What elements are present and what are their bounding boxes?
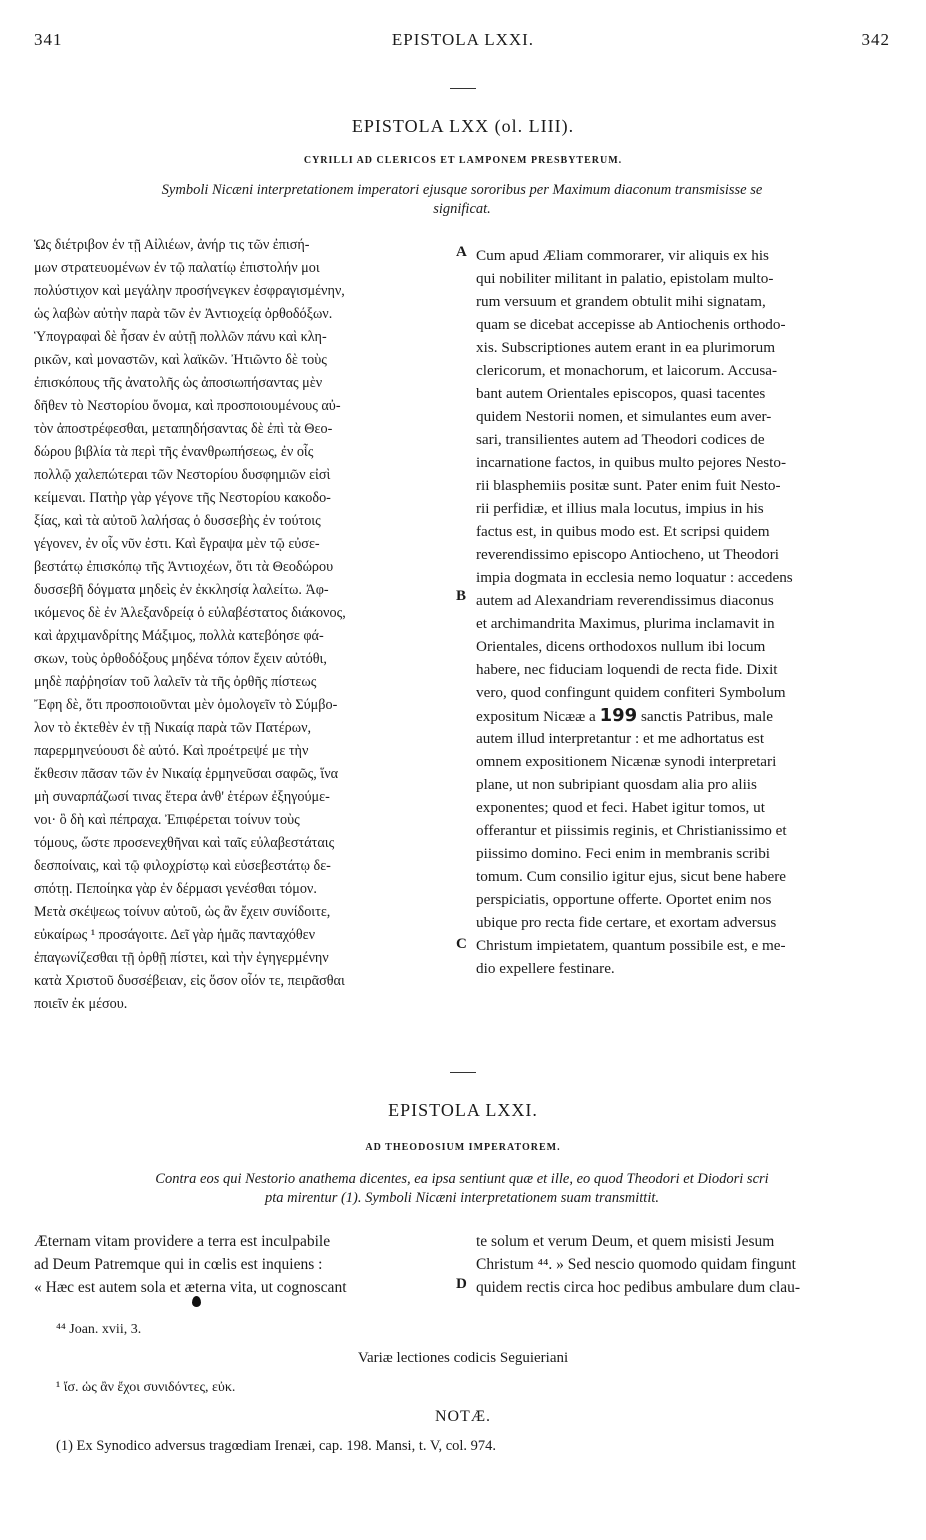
latin-column [476, 244, 892, 980]
greek-line: ἐπαγωνίζεσθαι τῇ ὀρθῇ πίστει, καὶ τὴν ἐγηγερμένην [34, 950, 329, 966]
greek-line: ικόμενος δὲ ἐν Ἀλεξανδρείᾳ ὁ εὐλαβέστατος διάκονος, [34, 605, 346, 621]
latin-line: piissimo domino. Feci enim in membranis scribi [476, 845, 771, 862]
greek-line: γέγονεν, ἐν οἷς νῦν ἐστι. Καὶ ἔγραψα μὲν τῷ εὐσε- [34, 536, 320, 552]
epistle-71-line: te solum et verum Deum, et quem misisti Jesum [476, 1233, 775, 1250]
greek-line: εὐκαίρως ¹ προσάγοιτε. Δεῖ γὰρ ἡμᾶς πανταχόθεν [34, 927, 315, 943]
epistle-70-summary [36, 181, 888, 219]
summary-line: significat. [433, 201, 491, 217]
epistle-71-line: Christum ⁴⁴. » Sed nescio quomodo quidam fingunt [476, 1256, 796, 1273]
greek-line: δεσποίναις, καὶ τῷ φιλοχρίστῳ καὶ εὐσεβεστάτῳ δε- [34, 858, 331, 874]
greek-line: ξίας, καὶ τὰ αὐτοῦ λαλήσας ὁ δυσσεβὴς ἐν τούτοις [34, 513, 321, 529]
latin-line: xis. Subscriptiones autem erant in ea plurimorum [476, 339, 776, 356]
summary-line: Contra eos qui Nestorio anathema dicentes, ea ipsa sentiunt quæ et ille, eo quod Theodori et Diodori scri [155, 1171, 769, 1187]
greek-line: σπότῃ. Πεποίηκα γὰρ ἐν δέρμασι γενέσθαι τόμον. [34, 881, 317, 897]
greek-line: λον τὸ ἐκτεθὲν ἐν τῇ Νικαίᾳ παρὰ τῶν Πατέρων, [34, 720, 312, 736]
notae-note: (1) Ex Synodico adversus tragœdiam Irenæi, cap. 198. Mansi, t. V, col. 974. [56, 1438, 497, 1454]
latin-line: quam se dicebat accepisse ab Antiochenis orthodo- [476, 316, 786, 333]
epistle-71-title: EPISTOLA LXXI. [388, 1100, 538, 1120]
latin-line: incarnatione factos, in quibus multo pejores Nesto- [476, 454, 787, 471]
summary-line: pta mirentur (1). Symboli Nicæni interpretationem suam transmittit. [264, 1190, 660, 1206]
latin-line: bant autem Orientales episcopos, quasi tacentes [476, 385, 766, 402]
greek-line: κείμεναι. Πατὴρ γὰρ γέγονε τῆς Νεστορίου κακοδο- [34, 490, 331, 506]
greek-line: σκων, τοὺς ὀρθοδόξους μηδένα τόπον ἔχειν αὐτόθι, [34, 651, 327, 667]
latin-line: plane, ut non subripiant quosdam alia pro aliis [476, 776, 757, 793]
greek-line: δῆθεν τὸ Νεστορίου ὄνομα, καὶ προσποιουμένους αὐ- [34, 398, 341, 414]
greek-line: Ἔφη δὲ, ὅτι προσποιοῦνται μὲν ὁμολογεῖν τὸ Σύμβο- [34, 697, 338, 713]
margin-marker-a: A [456, 244, 467, 260]
latin-line: et archimandrita Maximus, plurima inclamavit in [476, 615, 775, 632]
greek-line: δώρου βιβλία τὰ περὶ τῆς ἐνανθρωπήσεως, ἐν οἷς [34, 444, 314, 460]
latin-line: rii blasphemiis positæ sunt. Pater enim fuit Nesto- [476, 477, 781, 494]
greek-line: ρικῶν, καὶ μοναστῶν, καὶ λαϊκῶν. Ἠτιῶντο δὲ τοὺς [34, 352, 327, 368]
greek-line: βεστάτῳ ἐπισκόπῳ τῆς Ἀντιοχέων, ὅτι τὰ Θεοδώρου [34, 559, 334, 575]
epistle-71-line: Æternam vitam providere a terra est inculpabile [34, 1233, 331, 1250]
greek-line: τὸν ἀποστρέφεσθαι, μεταπηδήσαντας δὲ ἐπὶ τὰ Θεο- [34, 421, 333, 437]
variae-note: ¹ ἴσ. ὡς ἂν ἔχοι συνιδόντες, εὐκ. [56, 1380, 236, 1395]
latin-line: rum versuum et grandem obtulit mihi signatam, [476, 293, 766, 310]
greek-line: κατὰ Χριστοῦ δυσσέβειαν, εἰς ὅσον οἷόν τε, πειρᾶσθαι [34, 973, 345, 989]
ink-blot [192, 1296, 201, 1307]
greek-line: πολύστιχον καὶ μεγάλην προσήνεγκεν ἐσφραγισμένην, [34, 283, 345, 299]
greek-line: τόμους, ὥστε προσενεχθῆναι καὶ ταῖς εὐλαβεστάταις [34, 835, 335, 851]
greek-line: ἔκθεσιν πᾶσαν τῶν ἐν Νικαίᾳ ἑρμηνεῦσαι σαφῶς, ἵνα [34, 766, 339, 782]
latin-line: autem illud interpretantur : et me adhortatus est [476, 730, 765, 747]
latin-line-199 [476, 704, 892, 727]
greek-line: Ὑπογραφαὶ δὲ ἦσαν ἐν αὐτῇ πολλῶν πάνυ καὶ κλη- [34, 329, 327, 345]
greek-line: ἐπισκόπους τῆς ἀνατολῆς ὡς ἀποσιωπήσαντας μὲν [34, 375, 323, 391]
latin-line: qui nobiliter militant in palatio, epistolam multo- [476, 270, 774, 287]
summary-line: Symboli Nicæni interpretationem imperatori ejusque sororibus per Maximum diaconum transmisisse se [161, 182, 763, 198]
latin-line: exponentes; quod et feci. Habet igitur tomos, ut [476, 799, 765, 816]
epistle-70-subtitle: CYRILLI AD CLERICOS ET LAMPONEM PRESBYTERUM. [303, 155, 623, 166]
latin-line: Orientales, dicens orthodoxos nullum ibi locum [476, 638, 766, 655]
greek-line: Μετὰ σκέψεως τοίνυν αὐτοῦ, ὡς ἂν ἔχειν συνίδοιτε, [34, 904, 331, 920]
latin-lines-top [476, 244, 892, 704]
marginal-number: 199 [599, 705, 638, 726]
greek-line: Ὡς διέτριβον ἐν τῇ Αἰλιέων, ἀνήρ τις τῶν ἐπισή- [34, 237, 310, 253]
greek-line: μὴ συναρπάζωσί τινας ἕτερα ἀνθ' ἑτέρων ἐξηγούμε- [34, 789, 330, 805]
latin-text: sanctis Patribus, male [640, 708, 774, 725]
page-number-right: 342 [861, 30, 890, 49]
latin-line: omnem expositionem Nicænæ synodi interpretari [476, 753, 777, 770]
epistle-71-line: ad Deum Patremque qui in cœlis est inquiens : [34, 1256, 323, 1273]
latin-line: reverendissimo episcopo Antiocheno, ut Theodori [476, 546, 779, 563]
latin-line: impia dogmata in ecclesia nemo loquatur : accedens [476, 569, 793, 586]
epistle-71-right-column [476, 1230, 892, 1299]
latin-line: rii perfidiæ, et illius mala locutus, impius in his [476, 500, 764, 517]
scripture-reference: ⁴⁴ Joan. xvii, 3. [56, 1322, 142, 1337]
latin-line: Christum impietatem, quantum possibile est, e me- [476, 937, 786, 954]
latin-line: ubique pro recta fide certare, et exortam adversus [476, 914, 777, 931]
latin-line: vero, quod confingunt quidem confiteri Symbolum [476, 684, 786, 701]
divider [450, 88, 476, 89]
greek-line: ποιεῖν ἐκ μέσου. [34, 996, 128, 1012]
latin-line: perspiciatis, opportune offerte. Oportet enim nos [476, 891, 772, 908]
greek-line: νοι· ὃ δὴ καὶ πέπραχα. Ἐπιφέρεται τοίνυν τοὺς [34, 812, 300, 828]
page-number-left: 341 [34, 30, 63, 49]
greek-line: παρερμηνεύουσι δὲ αὐτό. Καὶ προέτρεψέ με τὴν [34, 743, 309, 759]
latin-line: habere, nec fiduciam loquendi de recta fide. Dixit [476, 661, 778, 678]
epistle-71-summary [36, 1170, 888, 1208]
running-title: EPISTOLA LXXI. [391, 30, 535, 49]
variae-title: Variæ lectiones codicis Seguieriani [357, 1350, 569, 1366]
latin-line: sari, transilientes autem ad Theodori codices de [476, 431, 765, 448]
latin-line: clericorum, et monachorum, et laicorum. Accusa- [476, 362, 778, 379]
greek-column [34, 234, 454, 1016]
latin-line: factus est, in quibus modo est. Et scripsi quidem [476, 523, 770, 540]
divider [450, 1072, 476, 1073]
notae-title: NOTÆ. [434, 1408, 492, 1425]
greek-line: μων στρατευομένων ἐν τῷ παλατίῳ ἐπιστολήν μοι [34, 260, 320, 276]
latin-line: dio expellere festinare. [476, 960, 615, 977]
greek-line: δυσσεβῆ δόγματα μηδεὶς ἐν ἐκκλησίᾳ λαλείτω. Ἀφ- [34, 582, 329, 598]
margin-marker-d: D [456, 1276, 467, 1292]
epistle-71-left-column [34, 1230, 454, 1299]
latin-line: quidem Nestorii nomen, et simulantes eum aver- [476, 408, 772, 425]
epistle-70-title: EPISTOLA LXX (ol. LIII). [351, 116, 575, 136]
latin-line: tomum. Cum consilio igitur ejus, sicut bene habere [476, 868, 787, 885]
latin-text: expositum Nicææ a [476, 708, 596, 725]
margin-marker-c: C [456, 936, 467, 952]
epistle-71-subtitle: AD THEODOSIUM IMPERATOREM. [365, 1142, 561, 1153]
greek-line: ὡς λαβὼν αὐτὴν παρὰ τῶν ἐν Ἀντιοχείᾳ ὀρθοδόξων. [34, 306, 333, 322]
latin-lines-bottom [476, 750, 892, 980]
epistle-71-line: « Hæc est autem sola et æterna vita, ut cognoscant [34, 1279, 347, 1296]
greek-line: καὶ ἀρχιμανδρίτης Μάξιμος, πολλὰ κατεβόησε φά- [34, 628, 324, 644]
greek-line: πολλῷ χαλεπώτεραι τῶν Νεστορίου δυσφημιῶν εἰσὶ [34, 467, 331, 483]
greek-line: μηδὲ παῤῥησίαν τοῦ λαλεῖν τὰ τῆς ὀρθῆς πίστεως [34, 674, 317, 690]
epistle-71-line: quidem rectis circa hoc pedibus ambulare dum clau- [476, 1279, 801, 1296]
margin-marker-b: B [456, 588, 467, 604]
latin-line: autem ad Alexandriam reverendissimus diaconus [476, 592, 774, 609]
latin-line: Cum apud Æliam commorarer, vir aliquis ex his [476, 247, 769, 264]
latin-line: offerantur et piissimis reginis, et Christianissimo et [476, 822, 787, 839]
